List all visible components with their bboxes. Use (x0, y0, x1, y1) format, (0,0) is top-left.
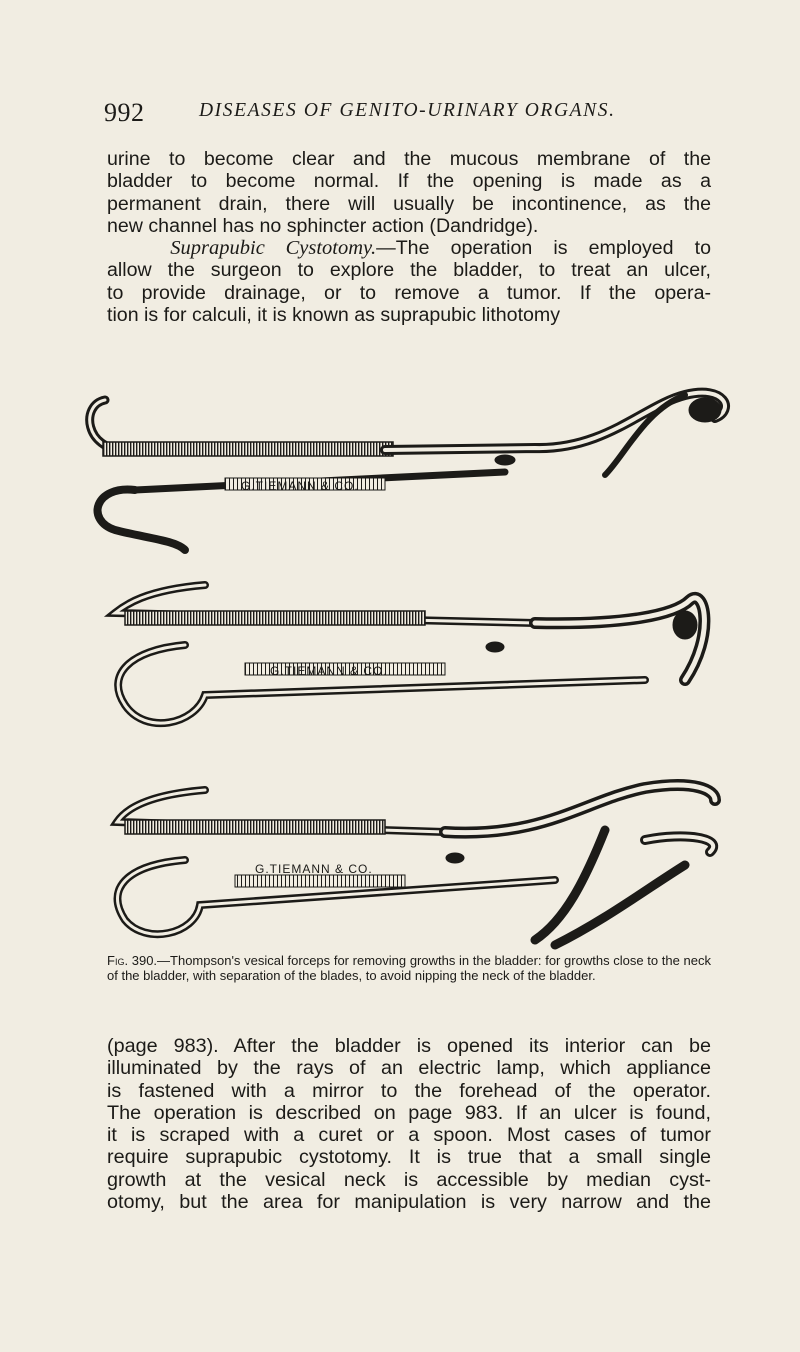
text-line: new channel has no sphincter action (Dandridge). (107, 214, 539, 237)
text-line: allow the surgeon to explore the bladder, to treat an ulcer, (107, 259, 711, 282)
maker-mark: G.TIEMANN & CO. (241, 479, 359, 493)
text-line: illuminated by the rays of an electric lamp, which appliance (107, 1057, 711, 1080)
text-line: growth at the vesical neck is accessible by median cyst- (107, 1168, 711, 1191)
text-line: otomy, but the area for manipulation is very narrow and the (107, 1191, 711, 1214)
forceps-instrument-2 (115, 585, 704, 723)
text-line: it is scraped with a curet or a spoon. Most cases of tumor (107, 1124, 711, 1147)
text-line-heading (107, 237, 711, 259)
heading-continuation: —The operation is employed to (376, 237, 711, 260)
paragraph-bottom (107, 1035, 711, 1213)
caption-text: —Thompson's vesical forceps for removing growths in the bladder: for growths close to the neck of the bladder, with separation of the blades, to avoid nipping the neck of the bladder. (107, 953, 711, 983)
forceps-instrument-3 (117, 785, 715, 945)
page-number: 992 (104, 98, 145, 127)
paragraph-top (107, 148, 711, 326)
text-line: bladder to become normal. If the opening is made as a (107, 170, 711, 193)
text-line: permanent drain, there will usually be incontinence, as the (107, 192, 711, 215)
figure-caption (107, 954, 711, 983)
forceps-illustration (85, 380, 737, 950)
text-line: The operation is described on page 983. If an ulcer is found, (107, 1101, 711, 1124)
maker-mark: G.TIEMANN & CO. (255, 862, 373, 876)
running-head: DISEASES OF GENITO-URINARY ORGANS. (199, 100, 616, 121)
forceps-engraving (85, 380, 737, 950)
maker-mark: G.TIEMANN & CO. (270, 664, 388, 678)
figure-label: Fig. 390. (107, 953, 158, 968)
section-heading: Suprapubic Cystotomy. (170, 237, 377, 260)
text-line: is fastened with a mirror to the forehead of the operator. (107, 1079, 711, 1102)
text-line: require suprapubic cystotomy. It is true that a small single (107, 1146, 711, 1169)
text-line: to provide drainage, or to remove a tumor. If the opera- (107, 281, 711, 304)
text-line: (page 983). After the bladder is opened its interior can be (107, 1035, 711, 1057)
text-line: tion is for calculi, it is known as suprapubic lithotomy (107, 304, 561, 327)
forceps-instrument-1 (90, 393, 725, 550)
page-header (104, 98, 724, 132)
text-line: urine to become clear and the mucous membrane of the (107, 148, 711, 170)
